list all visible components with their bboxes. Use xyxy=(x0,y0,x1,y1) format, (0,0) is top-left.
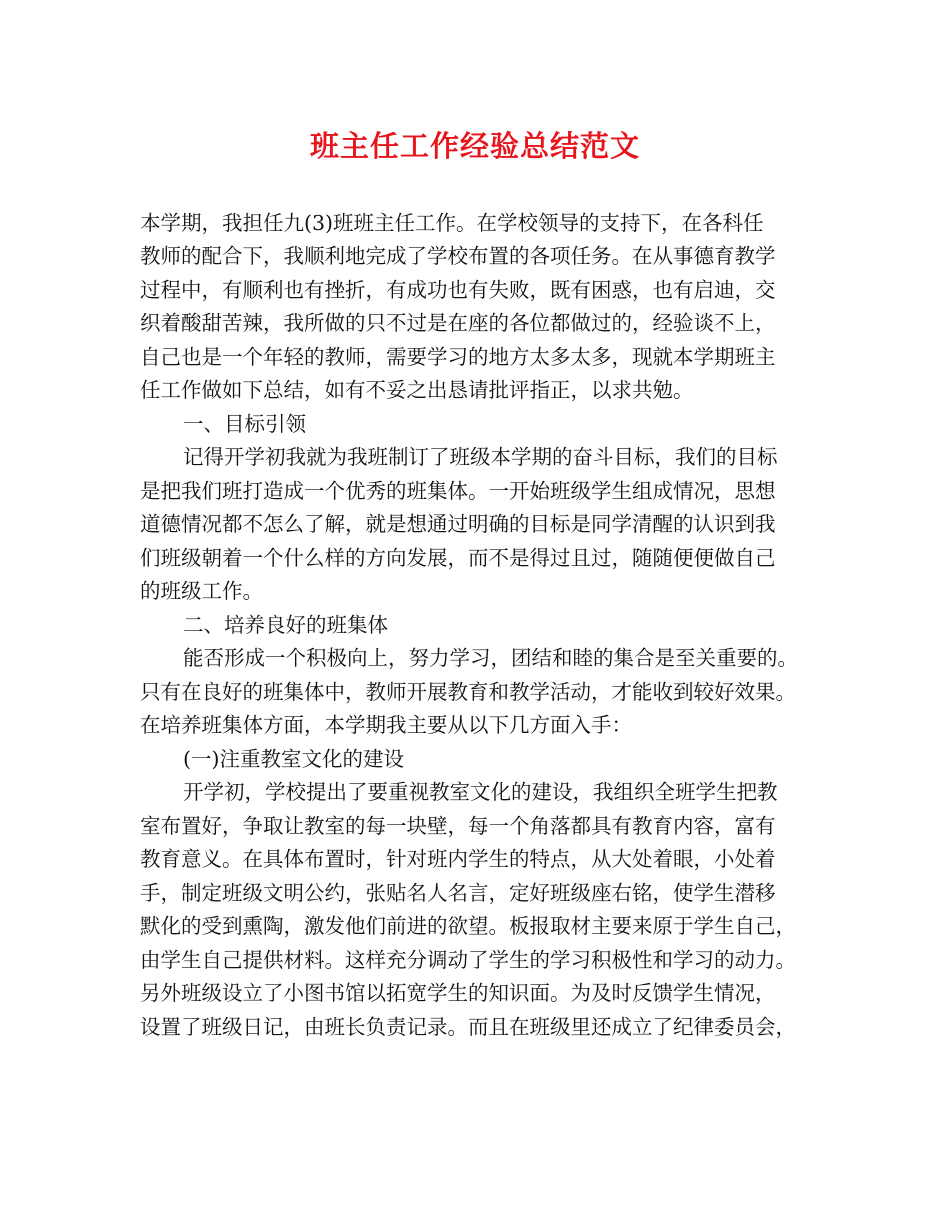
paragraph-line: 是把我们班打造成一个优秀的班集体。一开始班级学生组成情况，思想 xyxy=(140,479,776,503)
paragraph-line: 教师的配合下，我顺利地完成了学校布置的各项任务。在从事德育教学 xyxy=(140,244,776,268)
paragraph-line: 设置了班级日记，由班长负责记录。而且在班级里还成立了纪律委员会， xyxy=(140,1015,796,1039)
paragraph-line: 自己也是一个年轻的教师，需要学习的地方太多太多，现就本学期班主 xyxy=(140,345,776,369)
paragraph-line: 任工作做如下总结，如有不妥之出恳请批评指正，以求共勉。 xyxy=(140,378,694,402)
document-title: 班主任工作经验总结范文 xyxy=(309,129,640,163)
paragraph-line: 由学生自己提供材料。这样充分调动了学生的学习积极性和学习的动力。 xyxy=(140,948,796,972)
paragraph-line: 过程中，有顺利也有挫折，有成功也有失败，既有困惑，也有启迪，交 xyxy=(140,278,776,302)
paragraph-line: 道德情况都不怎么了解，就是想通过明确的目标是同学清醒的认识到我 xyxy=(140,512,776,536)
paragraph-line: 只有在良好的班集体中，教师开展教育和教学活动，才能收到较好效果。 xyxy=(140,680,796,704)
paragraph-line: 记得开学初我就为我班制订了班级本学期的奋斗目标，我们的目标 xyxy=(183,445,778,469)
paragraph-line: 手，制定班级文明公约，张贴名人名言，定好班级座右铭，使学生潜移 xyxy=(140,881,776,905)
paragraph-line: 本学期，我担任九(3)班班主任工作。在学校领导的支持下，在各科任 xyxy=(140,211,764,235)
paragraph-line: 室布置好，争取让教室的每一块壁，每一个角落都具有教育内容，富有 xyxy=(140,814,776,838)
paragraph-line: 教育意义。在具体布置时，针对班内学生的特点，从大处着眼，小处着 xyxy=(140,847,776,871)
section-heading: 一、目标引领 xyxy=(183,412,306,436)
section-heading: 二、培养良好的班集体 xyxy=(183,613,388,637)
paragraph-line: 能否形成一个积极向上，努力学习，团结和睦的集合是至关重要的。 xyxy=(183,646,798,670)
paragraph-line: 们班级朝着一个什么样的方向发展，而不是得过且过，随随便便做自己 xyxy=(140,546,776,570)
paragraph-line: 在培养班集体方面，本学期我主要从以下几方面入手： xyxy=(140,713,632,737)
paragraph-line: 织着酸甜苦辣，我所做的只不过是在座的各位都做过的，经验谈不上， xyxy=(140,311,776,335)
paragraph-line: 默化的受到熏陶，激发他们前进的欲望。板报取材主要来原于学生自己， xyxy=(140,914,796,938)
paragraph-line: 开学初，学校提出了要重视教室文化的建设，我组织全班学生把教 xyxy=(183,780,778,804)
paragraph-line: 另外班级设立了小图书馆以拓宽学生的知识面。为及时反馈学生情况， xyxy=(140,981,776,1005)
paragraph-line: 的班级工作。 xyxy=(140,579,263,603)
subsection-heading: (一)注重教室文化的建设 xyxy=(183,747,404,771)
